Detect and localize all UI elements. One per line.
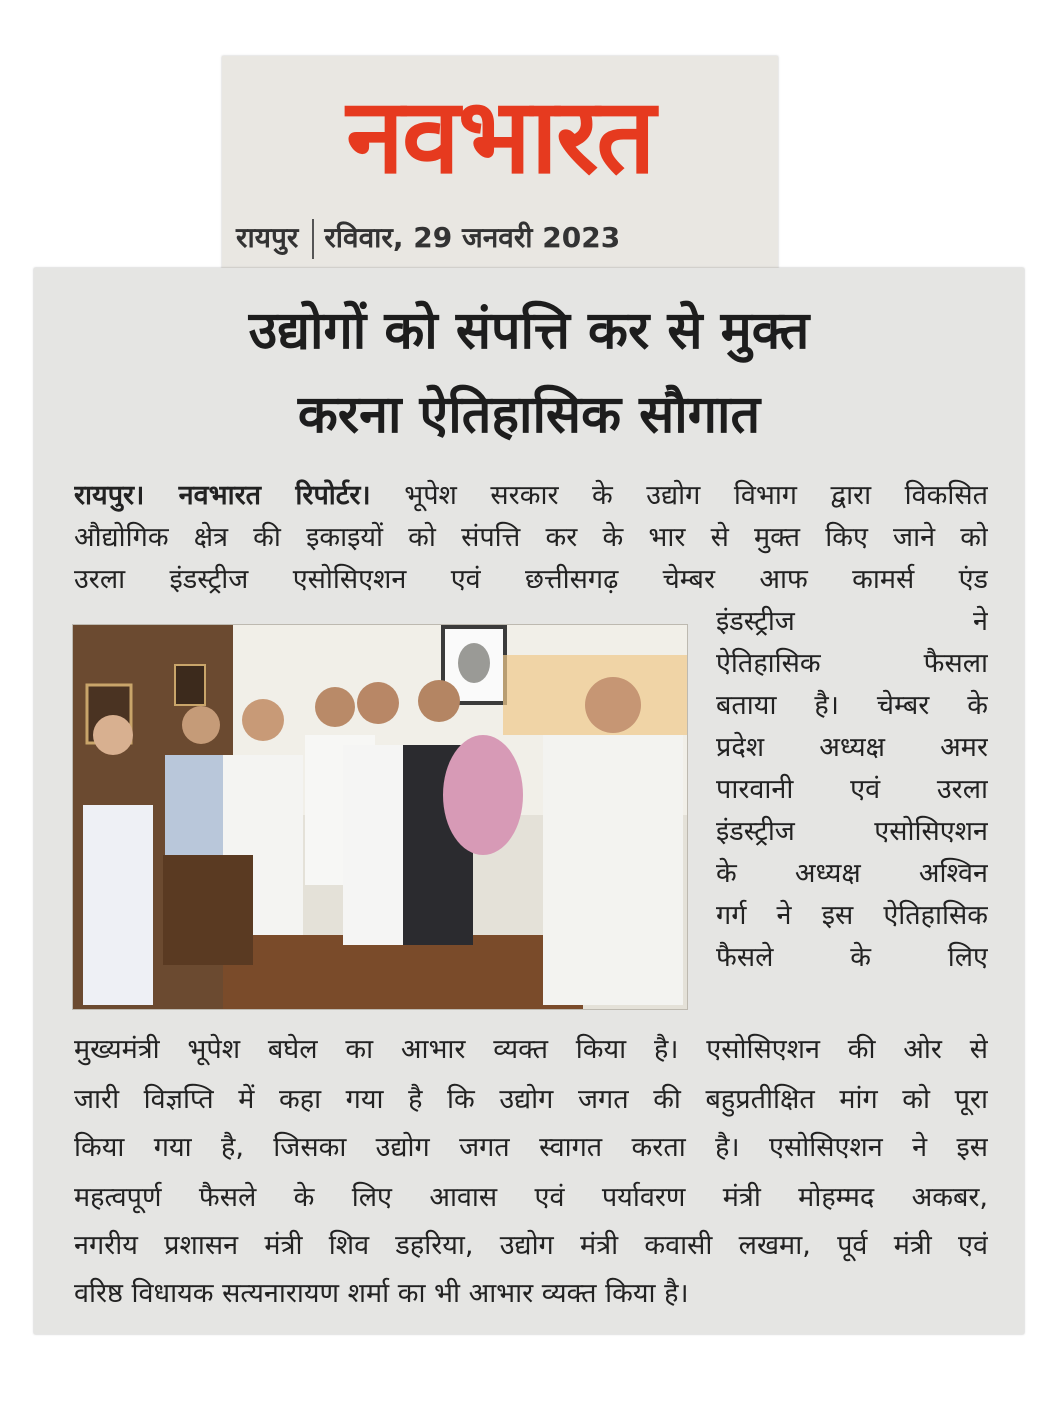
- side-column-line: इंडस्ट्रीज एसोसिएशन: [716, 816, 988, 847]
- body-line: नगरीय प्रशासन मंत्री शिव डहरिया, उद्योग मंत्री कवासी लखमा, पूर्व मंत्री एवं: [74, 1230, 988, 1261]
- body-line: उरला इंडस्ट्रीज एसोसिएशन एवं छत्तीसगढ़ चेम्बर आफ कामर्स एंड: [74, 564, 988, 595]
- edition-city: रायपुर: [236, 221, 299, 254]
- photo-illustration: [73, 625, 687, 1009]
- body-line: रायपुर। नवभारत रिपोर्टर। भूपेश सरकार के उद्योग विभाग द्वारा विकसित: [74, 480, 988, 511]
- side-column-line: फैसले के लिए: [716, 942, 988, 973]
- body-line: मुख्यमंत्री भूपेश बघेल का आभार व्यक्त किया है। एसोसिएशन की ओर से: [74, 1034, 988, 1065]
- side-column-line: प्रदेश अध्यक्ष अमर: [716, 732, 988, 763]
- side-column-line: के अध्यक्ष अश्विन: [716, 858, 988, 889]
- body-line: किया गया है, जिसका उद्योग जगत स्वागत करता है। एसोसिएशन ने इस: [74, 1132, 988, 1163]
- side-column-line: पारवानी एवं उरला: [716, 774, 988, 805]
- dateline-divider: [312, 219, 314, 259]
- side-column-line: इंडस्ट्रीज ने: [716, 606, 988, 637]
- body-line: महत्वपूर्ण फैसले के लिए आवास एवं पर्यावरण मंत्री मोहम्मद अकबर,: [74, 1182, 988, 1213]
- side-column-line: बताया है। चेम्बर के: [716, 690, 988, 721]
- news-clipping: [34, 268, 1024, 1334]
- edition-date: रविवार, 29 जनवरी 2023: [324, 221, 621, 254]
- body-line: औद्योगिक क्षेत्र की इकाइयों को संपत्ति कर के भार से मुक्त किए जाने को: [74, 522, 988, 553]
- body-line: वरिष्ठ विधायक सत्यनारायण शर्मा का भी आभार व्यक्त किया है।: [74, 1278, 689, 1309]
- body-line: जारी विज्ञप्ति में कहा गया है कि उद्योग जगत की बहुप्रतीक्षित मांग को पूरा: [74, 1084, 988, 1115]
- side-column-line: गर्ग ने इस ऐतिहासिक: [716, 900, 988, 931]
- headline-line-1: उद्योगों को संपत्ति कर से मुक्त: [248, 301, 810, 361]
- article-dateline: रायपुर। नवभारत रिपोर्टर।: [74, 480, 371, 511]
- edition-dateline: [236, 214, 620, 262]
- headline-line-2: करना ऐतिहासिक सौगात: [297, 385, 761, 445]
- side-column-line: ऐतिहासिक फैसला: [716, 648, 988, 679]
- newspaper-logo: नवभारत: [346, 75, 654, 197]
- news-photo: [72, 624, 688, 1010]
- masthead: [222, 56, 778, 270]
